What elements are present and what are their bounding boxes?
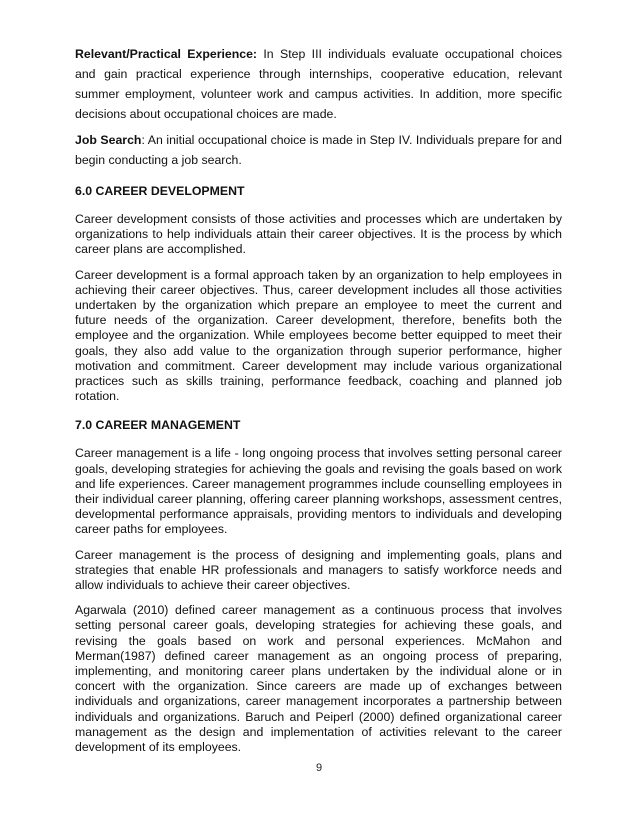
paragraph-career-development-2: Career development is a formal approach taken by an organization to help employees in achieving their career objectives. Thus, career development includes all those activities undertaken by the organization which prepare an employee to meet the current and future needs of the organization. Career development, therefore, benefits both the employee and the organization. While employees become better equipped to meet their goals, they also add value to the organization through superior performance, higher motivation and commitment. Career development may include various organizational practices such as skills training, performance feedback, coaching and planned job rotation. [75,267,562,404]
document-page [75,44,562,755]
paragraph-career-management-2: Career management is the process of designing and implementing goals, plans and strategies that enable HR professionals and managers to satisfy workforce needs and allow individuals to achieve their career objectives. [75,547,562,593]
page-number: 9 [315,762,323,774]
paragraph-lead-term: Job Search [75,133,142,147]
paragraph-body: : An initial occupational choice is made in Step IV. Individuals prepare for and begin conducting a job search. [75,133,562,167]
paragraph-body: In Step III individuals evaluate occupational choices and gain practical experience through internships, cooperative education, relevant summer employment, volunteer work and campus activities. In addition, more specific decisions about occupational choices are made. [75,47,562,121]
paragraph-relevant-practical-experience [75,44,562,124]
paragraph-career-development-1: Career development consists of those activities and processes which are undertaken by organizations to help individuals attain their career objectives. It is the process by which career plans are accomplished. [75,212,562,257]
section-heading-career-development: 6.0 CAREER DEVELOPMENT [75,184,245,198]
paragraph-job-search [75,130,562,170]
paragraph-lead-term: Relevant/Practical Experience: [75,47,258,61]
section-heading-career-management: 7.0 CAREER MANAGEMENT [75,418,241,433]
paragraph-career-management-3: Agarwala (2010) defined career management as a continuous process that involves setting personal career goals, developing strategies for achieving these goals, and revising the goals based on work and personal experiences. McMahon and Merman(1987) defined career management as an ongoing process of preparing, implementing, and monitoring career plans undertaken by the individual alone or in concert with the organization. Since careers are made up of exchanges between individuals and organizations, career management incorporates a partnership between individuals and organizations. Baruch and Peiperl (2000) defined organizational career management as the design and implementation of activities relevant to the career development of its employees. [75,603,562,755]
paragraph-career-management-1: Career management is a life - long ongoing process that involves setting personal career goals, developing strategies for achieving the goals and revising the goals based on work and life experiences. Career management programmes include counselling employees in their individual career planning, offering career planning workshops, assessment centres, developmental performance appraisals, providing mentors to individuals and developing career paths for employees. [75,446,562,537]
